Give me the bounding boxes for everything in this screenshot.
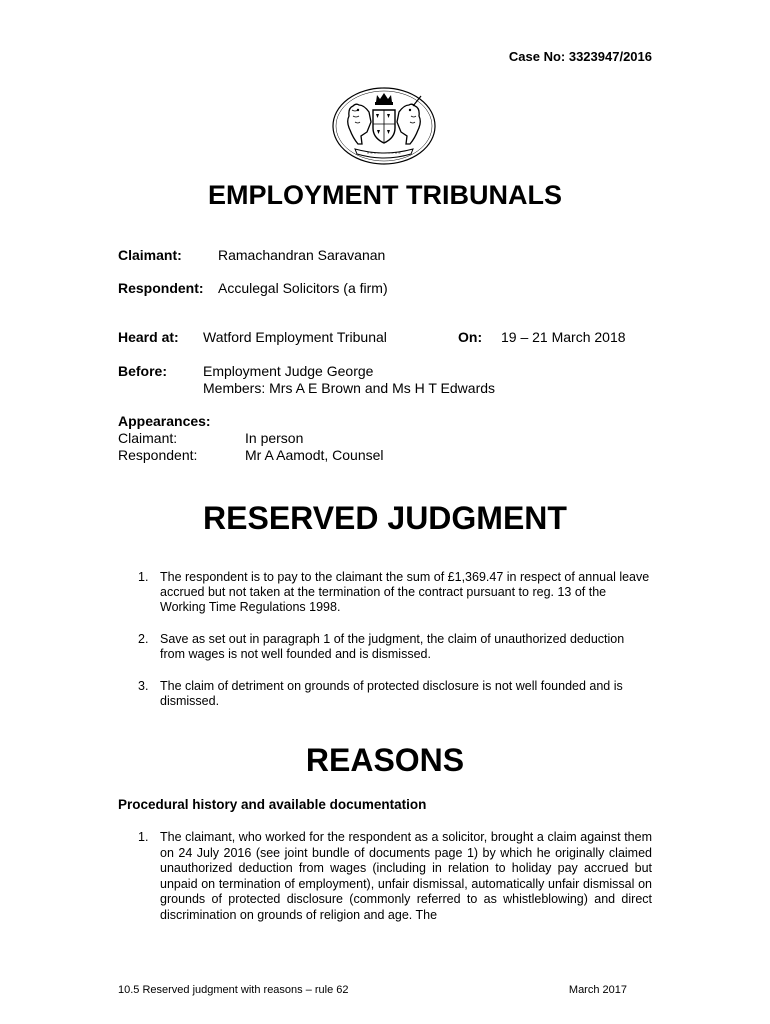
reasons-item-number: 1. [138, 830, 149, 844]
royal-coat-of-arms-icon [331, 86, 437, 166]
on-label: On: [458, 329, 483, 345]
judgment-item [118, 632, 652, 662]
case-number: Case No: 3323947/2016 [508, 49, 652, 64]
before-label: Before: [118, 363, 168, 379]
claimant-value: Ramachandran Saravanan [218, 247, 386, 263]
judgment-item-number: 3. [138, 679, 149, 693]
footer-right: March 2017 [568, 984, 627, 996]
judgment-heading: RESERVED JUDGMENT [203, 500, 567, 536]
respondent-value: Acculegal Solicitors (a firm) [218, 280, 388, 296]
tribunal-title: EMPLOYMENT TRIBUNALS [208, 180, 562, 210]
respondent-label: Respondent: [118, 280, 204, 296]
on-value: 19 – 21 March 2018 [501, 329, 626, 345]
reasons-item-text: The claimant, who worked for the respondent as a solicitor, brought a claim against them on 24 July 2016 (see joint bundle of documents page 1) by which he originally claimed unauthorized deduction from wages (including in relation to holiday pay accrued but unpaid on termination of employment), unfair dismissal, automatically unfair dismissal on grounds of protected disclosure (commonly referred to as whistleblowing) and direct discrimination on grounds of religion and age. The [160, 830, 652, 922]
judgment-item-text: The respondent is to pay to the claimant the sum of £1,369.47 in respect of annual leave accrued but not taken at the termination of the contract pursuant to reg. 13 of the Working Time Regulations 1998. [160, 570, 650, 614]
appearance-respondent-label: Respondent: [118, 447, 198, 463]
reasons-item [118, 830, 652, 924]
before-judge: Employment Judge George [203, 363, 374, 379]
appearance-claimant-label: Claimant: [118, 430, 178, 446]
appearance-respondent-value: Mr A Aamodt, Counsel [245, 447, 384, 463]
judgment-item [118, 570, 652, 615]
judgment-item [118, 679, 652, 709]
appearances-label: Appearances: [118, 413, 211, 429]
judgment-list [118, 570, 652, 709]
appearance-claimant-value: In person [245, 430, 304, 446]
judgment-item-number: 2. [138, 632, 149, 646]
judgment-item-text: The claim of detriment on grounds of protected disclosure is not well founded and is dismissed. [160, 679, 623, 708]
judgment-item-number: 1. [138, 570, 149, 584]
footer-left: 10.5 Reserved judgment with reasons – rule 62 [118, 984, 349, 996]
reasons-subheading: Procedural history and available documentation [118, 797, 427, 812]
before-members: Members: Mrs A E Brown and Ms H T Edwards [203, 380, 496, 396]
claimant-label: Claimant: [118, 247, 182, 263]
heard-at-label: Heard at: [118, 329, 179, 345]
heard-at-value: Watford Employment Tribunal [203, 329, 387, 345]
reasons-list [118, 830, 652, 924]
reasons-heading: REASONS [305, 742, 465, 778]
judgment-item-text: Save as set out in paragraph 1 of the judgment, the claim of unauthorized deduction from wages is not well founded and is dismissed. [160, 632, 625, 661]
